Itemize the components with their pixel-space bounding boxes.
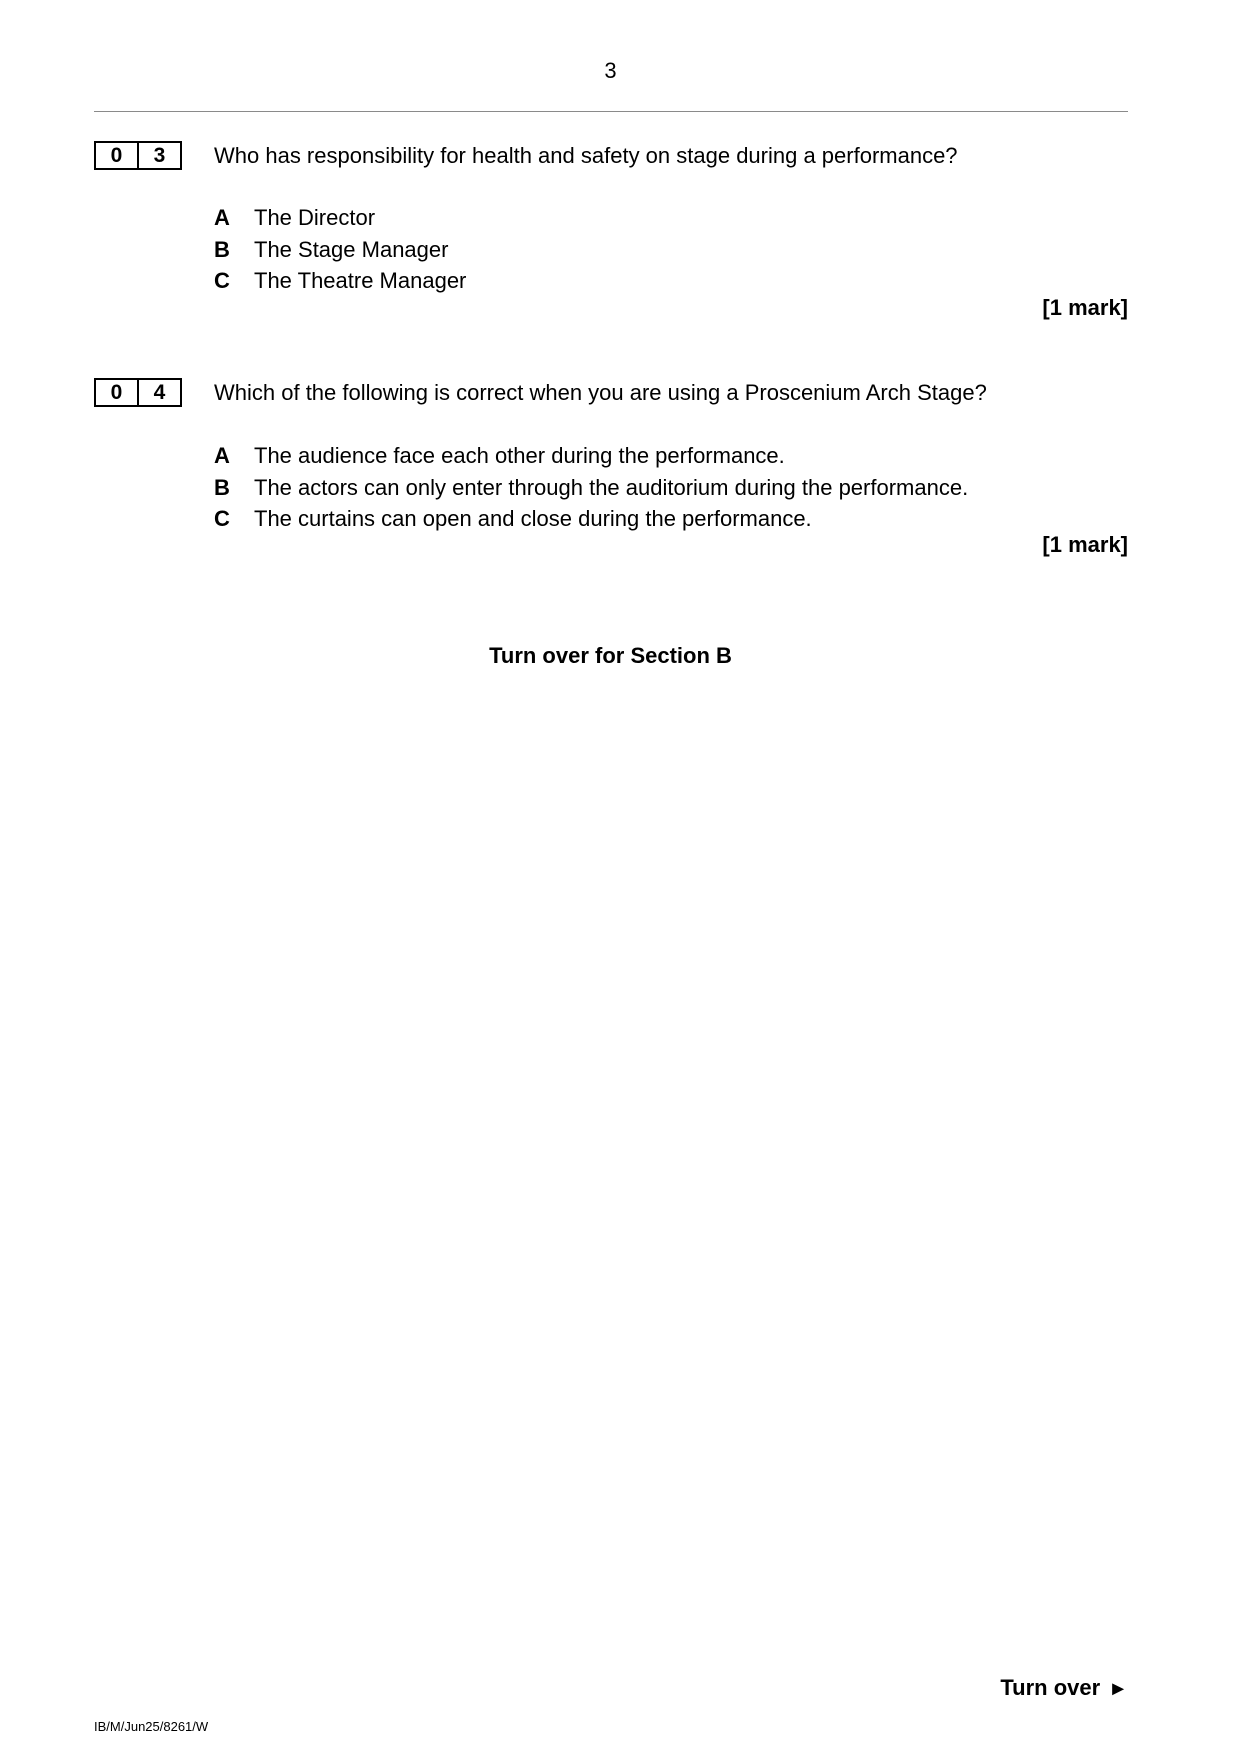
answer-option[interactable] bbox=[214, 440, 968, 472]
option-text: The curtains can open and close during the performance. bbox=[254, 506, 812, 531]
question-number-box bbox=[94, 141, 182, 170]
turn-over-indicator bbox=[1000, 1675, 1128, 1701]
answer-options bbox=[214, 440, 968, 535]
question-number-box bbox=[94, 378, 182, 407]
question-number-digit: 4 bbox=[137, 380, 180, 405]
option-letter: A bbox=[214, 443, 230, 468]
answer-option[interactable] bbox=[214, 472, 968, 504]
answer-option[interactable] bbox=[214, 202, 466, 234]
turn-over-label: Turn over bbox=[1000, 1675, 1101, 1700]
option-letter: C bbox=[214, 506, 230, 531]
right-triangle-icon: ► bbox=[1108, 1678, 1128, 1700]
option-text: The actors can only enter through the auditorium during the performance. bbox=[254, 474, 969, 500]
question-marks: [1 mark] bbox=[1042, 295, 1128, 320]
option-text: The audience face each other during the performance. bbox=[254, 443, 785, 468]
question-number-digit: 0 bbox=[110, 144, 123, 167]
question-number-digit: 0 bbox=[110, 381, 123, 404]
option-letter: B bbox=[214, 474, 230, 500]
option-text: The Director bbox=[254, 205, 376, 230]
option-text: The Stage Manager bbox=[254, 236, 449, 262]
option-letter: C bbox=[214, 268, 230, 293]
option-text: The Theatre Manager bbox=[254, 268, 467, 293]
header-divider bbox=[94, 111, 1128, 112]
answer-option[interactable] bbox=[214, 265, 466, 297]
question-text: Who has responsibility for health and safety on stage during a performance? bbox=[214, 143, 958, 168]
footer-code: IB/M/Jun25/8261/W bbox=[94, 1719, 209, 1734]
option-letter: B bbox=[214, 236, 230, 262]
question-marks: [1 mark] bbox=[1042, 532, 1128, 557]
answer-option[interactable] bbox=[214, 503, 968, 535]
option-letter: A bbox=[214, 205, 230, 230]
question-text: Which of the following is correct when you are using a Proscenium Arch Stage? bbox=[214, 380, 987, 405]
section-b-note: Turn over for Section B bbox=[489, 643, 732, 668]
answer-option[interactable] bbox=[214, 234, 466, 266]
answer-options bbox=[214, 202, 466, 297]
question-number-digit: 3 bbox=[137, 143, 180, 168]
page-number: 3 bbox=[604, 58, 617, 83]
